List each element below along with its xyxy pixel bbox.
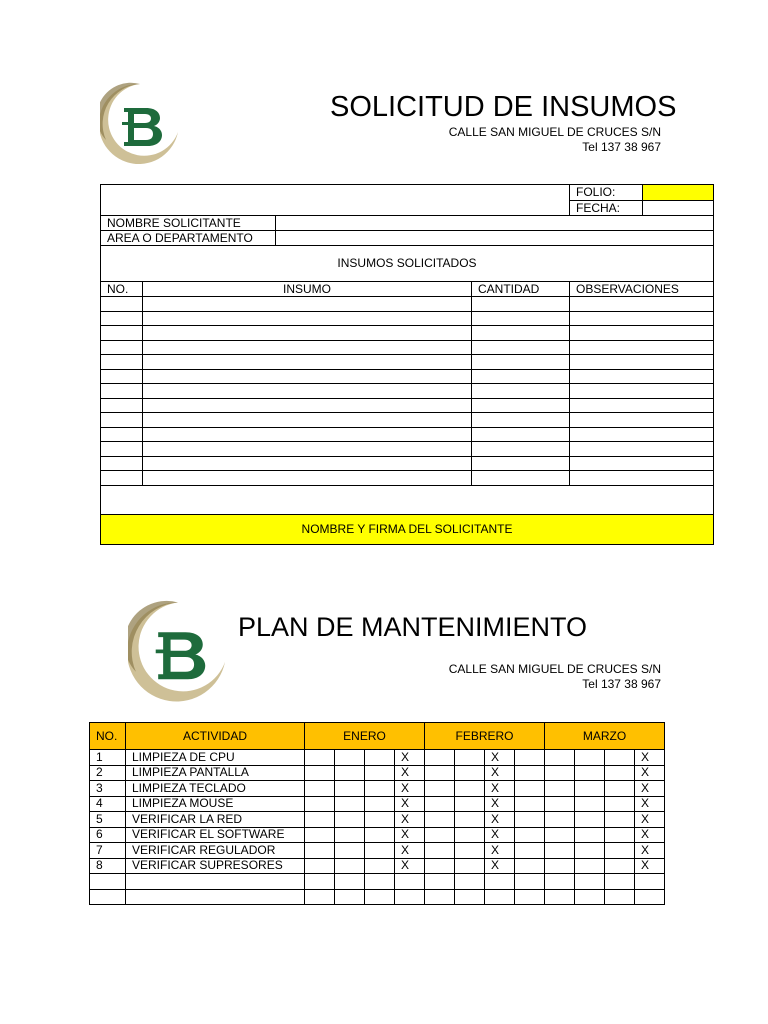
schedule-mark-cell[interactable] [335, 858, 365, 874]
schedule-mark-cell[interactable] [545, 812, 575, 828]
folio-label: FOLIO: [570, 185, 643, 201]
table-row [90, 858, 665, 874]
supply-request-form [100, 184, 714, 545]
activity-cell [126, 874, 305, 890]
schedule-mark-cell[interactable] [605, 796, 635, 812]
table-row [101, 369, 714, 384]
schedule-mark-cell[interactable] [515, 796, 545, 812]
schedule-mark-cell[interactable]: X [395, 781, 425, 797]
address-block [449, 662, 661, 692]
schedule-mark-cell[interactable] [305, 858, 335, 874]
schedule-mark-cell[interactable] [305, 750, 335, 766]
schedule-mark-cell[interactable]: X [485, 858, 515, 874]
schedule-mark-cell[interactable] [575, 889, 605, 905]
schedule-mark-cell[interactable] [335, 765, 365, 781]
column-header-no: NO. [90, 723, 126, 750]
fecha-field[interactable] [643, 201, 714, 216]
schedule-mark-cell[interactable] [455, 812, 485, 828]
schedule-mark-cell[interactable] [425, 781, 455, 797]
phone-line: Tel 137 38 967 [582, 140, 661, 154]
table-row [101, 413, 714, 428]
schedule-mark-cell[interactable] [545, 781, 575, 797]
schedule-mark-cell[interactable] [425, 858, 455, 874]
schedule-mark-cell[interactable] [605, 858, 635, 874]
schedule-mark-cell[interactable] [455, 874, 485, 890]
schedule-mark-cell[interactable]: X [395, 812, 425, 828]
activity-cell: VERIFICAR REGULADOR [126, 843, 305, 859]
schedule-mark-cell[interactable]: X [395, 765, 425, 781]
table-row [90, 874, 665, 890]
schedule-mark-cell[interactable] [575, 765, 605, 781]
table-cell[interactable] [570, 456, 714, 471]
page-title: PLAN DE MANTENIMIENTO [238, 612, 588, 642]
column-header: NO. [101, 282, 143, 297]
row-number: 2 [90, 765, 126, 781]
table-cell[interactable] [472, 471, 570, 486]
row-number: 8 [90, 858, 126, 874]
row-number: 4 [90, 796, 126, 812]
schedule-mark-cell[interactable] [305, 812, 335, 828]
table-row [101, 340, 714, 355]
schedule-mark-cell[interactable] [365, 827, 395, 843]
schedule-mark-cell[interactable]: X [485, 843, 515, 859]
schedule-mark-cell[interactable] [455, 858, 485, 874]
table-row [101, 326, 714, 341]
schedule-mark-cell[interactable] [455, 843, 485, 859]
table-row [90, 812, 665, 828]
activity-cell: VERIFICAR SUPRESORES [126, 858, 305, 874]
schedule-mark-cell[interactable] [455, 827, 485, 843]
schedule-mark-cell[interactable] [485, 874, 515, 890]
activity-cell: VERIFICAR LA RED [126, 812, 305, 828]
schedule-mark-cell[interactable] [515, 889, 545, 905]
schedule-mark-cell[interactable] [365, 812, 395, 828]
schedule-mark-cell[interactable]: X [395, 750, 425, 766]
table-cell[interactable] [101, 456, 143, 471]
schedule-mark-cell[interactable] [605, 750, 635, 766]
schedule-mark-cell[interactable]: X [635, 843, 665, 859]
schedule-mark-cell[interactable] [545, 750, 575, 766]
page-title: SOLICITUD DE INSUMOS [330, 91, 677, 123]
schedule-mark-cell[interactable] [485, 889, 515, 905]
table-cell[interactable] [472, 297, 570, 312]
table-cell[interactable] [143, 442, 472, 457]
table-cell[interactable] [101, 413, 143, 428]
schedule-mark-cell[interactable] [605, 843, 635, 859]
phone-line: Tel 137 38 967 [582, 677, 661, 691]
schedule-mark-cell[interactable] [425, 796, 455, 812]
logo-b-icon [128, 600, 228, 704]
schedule-mark-cell[interactable] [575, 796, 605, 812]
schedule-mark-cell[interactable] [425, 812, 455, 828]
row-number: 3 [90, 781, 126, 797]
row-number: 1 [90, 750, 126, 766]
schedule-mark-cell[interactable] [515, 750, 545, 766]
schedule-mark-cell[interactable] [305, 889, 335, 905]
schedule-mark-cell[interactable]: X [635, 796, 665, 812]
month-header: FEBRERO [425, 723, 545, 750]
schedule-mark-cell[interactable] [365, 874, 395, 890]
schedule-mark-cell[interactable] [455, 765, 485, 781]
schedule-mark-cell[interactable] [455, 889, 485, 905]
schedule-mark-cell[interactable] [455, 750, 485, 766]
fecha-label: FECHA: [570, 201, 643, 216]
blank-area [101, 485, 714, 514]
table-row [101, 442, 714, 457]
schedule-mark-cell[interactable] [515, 827, 545, 843]
table-cell[interactable] [143, 384, 472, 399]
schedule-mark-cell[interactable] [515, 843, 545, 859]
folio-field[interactable] [643, 185, 714, 201]
table-row [101, 384, 714, 399]
table-cell[interactable] [472, 398, 570, 413]
schedule-mark-cell[interactable] [305, 843, 335, 859]
table-cell[interactable] [472, 326, 570, 341]
table-row [90, 889, 665, 905]
row-number: 6 [90, 827, 126, 843]
table-cell[interactable] [101, 340, 143, 355]
schedule-mark-cell[interactable] [545, 858, 575, 874]
table-row [101, 355, 714, 370]
table-cell[interactable] [570, 340, 714, 355]
row-number [90, 889, 126, 905]
schedule-mark-cell[interactable] [545, 765, 575, 781]
schedule-mark-cell[interactable] [425, 874, 455, 890]
table-cell[interactable] [570, 398, 714, 413]
schedule-mark-cell[interactable] [575, 781, 605, 797]
table-cell[interactable] [570, 413, 714, 428]
area-field[interactable] [276, 231, 714, 246]
table-cell[interactable] [101, 369, 143, 384]
table-cell[interactable] [472, 355, 570, 370]
schedule-mark-cell[interactable] [305, 781, 335, 797]
table-cell[interactable] [570, 427, 714, 442]
table-row [101, 297, 714, 312]
table-row [101, 456, 714, 471]
schedule-mark-cell[interactable] [605, 781, 635, 797]
row-number [90, 874, 126, 890]
schedule-mark-cell[interactable] [365, 750, 395, 766]
table-cell[interactable] [143, 456, 472, 471]
table-cell[interactable] [472, 340, 570, 355]
schedule-mark-cell[interactable] [305, 765, 335, 781]
table-cell[interactable] [143, 413, 472, 428]
activity-cell: LIMPIEZA TECLADO [126, 781, 305, 797]
table-cell[interactable] [143, 369, 472, 384]
table-cell[interactable] [570, 384, 714, 399]
table-cell[interactable] [472, 369, 570, 384]
column-header: CANTIDAD [472, 282, 570, 297]
schedule-mark-cell[interactable]: X [635, 750, 665, 766]
schedule-mark-cell[interactable] [605, 874, 635, 890]
table-cell[interactable] [143, 427, 472, 442]
table-cell[interactable] [101, 384, 143, 399]
table-cell[interactable] [101, 355, 143, 370]
month-header: MARZO [545, 723, 665, 750]
table-cell[interactable] [570, 355, 714, 370]
schedule-mark-cell[interactable] [335, 827, 365, 843]
table-row [90, 796, 665, 812]
schedule-mark-cell[interactable] [335, 874, 365, 890]
nombre-field[interactable] [276, 216, 714, 231]
table-cell[interactable] [472, 427, 570, 442]
schedule-mark-cell[interactable] [365, 796, 395, 812]
schedule-mark-cell[interactable] [425, 765, 455, 781]
schedule-mark-cell[interactable] [605, 765, 635, 781]
schedule-mark-cell[interactable] [305, 827, 335, 843]
schedule-mark-cell[interactable] [545, 889, 575, 905]
schedule-mark-cell[interactable] [635, 874, 665, 890]
schedule-mark-cell[interactable] [305, 874, 335, 890]
activity-cell: VERIFICAR EL SOFTWARE [126, 827, 305, 843]
schedule-mark-cell[interactable] [545, 796, 575, 812]
schedule-mark-cell[interactable] [395, 889, 425, 905]
schedule-mark-cell[interactable]: X [485, 750, 515, 766]
schedule-mark-cell[interactable] [545, 827, 575, 843]
table-cell[interactable] [143, 340, 472, 355]
schedule-mark-cell[interactable] [335, 781, 365, 797]
table-cell[interactable] [143, 311, 472, 326]
table-row [90, 843, 665, 859]
table-row [90, 827, 665, 843]
table-cell[interactable] [570, 326, 714, 341]
activity-cell: LIMPIEZA PANTALLA [126, 765, 305, 781]
table-cell[interactable] [101, 311, 143, 326]
schedule-mark-cell[interactable] [335, 843, 365, 859]
schedule-mark-cell[interactable] [425, 843, 455, 859]
table-cell[interactable] [570, 369, 714, 384]
table-cell[interactable] [101, 398, 143, 413]
table-cell[interactable] [101, 326, 143, 341]
schedule-mark-cell[interactable] [605, 827, 635, 843]
schedule-mark-cell[interactable]: X [635, 781, 665, 797]
schedule-mark-cell[interactable] [575, 827, 605, 843]
schedule-mark-cell[interactable]: X [635, 812, 665, 828]
schedule-mark-cell[interactable] [305, 796, 335, 812]
schedule-mark-cell[interactable] [575, 812, 605, 828]
table-row [101, 311, 714, 326]
schedule-mark-cell[interactable]: X [485, 781, 515, 797]
schedule-mark-cell[interactable]: X [485, 765, 515, 781]
schedule-mark-cell[interactable]: X [395, 843, 425, 859]
table-cell[interactable] [143, 297, 472, 312]
schedule-mark-cell[interactable] [365, 858, 395, 874]
activity-cell [126, 889, 305, 905]
schedule-mark-cell[interactable] [545, 874, 575, 890]
schedule-mark-cell[interactable] [575, 874, 605, 890]
schedule-mark-cell[interactable] [335, 812, 365, 828]
schedule-mark-cell[interactable]: X [485, 827, 515, 843]
table-cell[interactable] [101, 427, 143, 442]
table-cell[interactable] [143, 326, 472, 341]
schedule-mark-cell[interactable] [545, 843, 575, 859]
table-cell[interactable] [143, 355, 472, 370]
schedule-mark-cell[interactable] [635, 889, 665, 905]
schedule-mark-cell[interactable] [365, 765, 395, 781]
schedule-mark-cell[interactable] [575, 858, 605, 874]
column-header: INSUMO [143, 282, 472, 297]
schedule-mark-cell[interactable]: X [635, 827, 665, 843]
table-cell[interactable] [101, 442, 143, 457]
row-number: 7 [90, 843, 126, 859]
activity-cell: LIMPIEZA MOUSE [126, 796, 305, 812]
table-cell[interactable] [472, 311, 570, 326]
schedule-mark-cell[interactable] [455, 796, 485, 812]
schedule-mark-cell[interactable] [515, 812, 545, 828]
month-header: ENERO [305, 723, 425, 750]
column-header-actividad: ACTIVIDAD [126, 723, 305, 750]
table-cell[interactable] [472, 442, 570, 457]
table-cell[interactable] [101, 297, 143, 312]
area-label: AREA O DEPARTAMENTO [101, 231, 276, 246]
table-cell[interactable] [101, 471, 143, 486]
schedule-mark-cell[interactable] [365, 843, 395, 859]
schedule-mark-cell[interactable]: X [635, 765, 665, 781]
nombre-label: NOMBRE SOLICITANTE [101, 216, 276, 231]
schedule-mark-cell[interactable] [515, 874, 545, 890]
address-block [449, 125, 661, 155]
schedule-mark-cell[interactable] [605, 889, 635, 905]
schedule-mark-cell[interactable] [365, 781, 395, 797]
column-header: OBSERVACIONES [570, 282, 714, 297]
schedule-mark-cell[interactable] [335, 796, 365, 812]
table-row [101, 398, 714, 413]
signature-field[interactable]: NOMBRE Y FIRMA DEL SOLICITANTE [101, 514, 714, 544]
table-cell[interactable] [472, 456, 570, 471]
table-cell[interactable] [472, 413, 570, 428]
schedule-mark-cell[interactable] [515, 781, 545, 797]
row-number: 5 [90, 812, 126, 828]
schedule-mark-cell[interactable]: X [485, 812, 515, 828]
schedule-mark-cell[interactable] [515, 765, 545, 781]
schedule-mark-cell[interactable] [515, 858, 545, 874]
schedule-mark-cell[interactable] [605, 812, 635, 828]
table-row [101, 427, 714, 442]
schedule-mark-cell[interactable] [575, 750, 605, 766]
table-row [90, 765, 665, 781]
table-cell[interactable] [472, 384, 570, 399]
schedule-mark-cell[interactable] [425, 750, 455, 766]
schedule-mark-cell[interactable] [455, 781, 485, 797]
table-row [101, 471, 714, 486]
schedule-mark-cell[interactable] [425, 889, 455, 905]
table-cell[interactable] [570, 297, 714, 312]
address-line: CALLE SAN MIGUEL DE CRUCES S/N [448, 125, 661, 139]
activity-cell: LIMPIEZA DE CPU [126, 750, 305, 766]
schedule-mark-cell[interactable] [425, 827, 455, 843]
schedule-mark-cell[interactable] [395, 874, 425, 890]
table-row [90, 750, 665, 766]
schedule-mark-cell[interactable]: X [395, 796, 425, 812]
schedule-mark-cell[interactable]: X [485, 796, 515, 812]
section-title: INSUMOS SOLICITADOS [101, 246, 714, 282]
schedule-mark-cell[interactable]: X [395, 858, 425, 874]
schedule-mark-cell[interactable] [335, 889, 365, 905]
schedule-mark-cell[interactable] [365, 889, 395, 905]
table-row [90, 781, 665, 797]
address-line: CALLE SAN MIGUEL DE CRUCES S/N [448, 662, 661, 676]
schedule-mark-cell[interactable] [335, 750, 365, 766]
table-cell[interactable] [570, 442, 714, 457]
table-cell[interactable] [570, 471, 714, 486]
table-cell[interactable] [143, 471, 472, 486]
table-cell[interactable] [143, 398, 472, 413]
table-cell[interactable] [570, 311, 714, 326]
schedule-mark-cell[interactable]: X [395, 827, 425, 843]
schedule-mark-cell[interactable]: X [635, 858, 665, 874]
logo-b-icon [100, 82, 180, 166]
schedule-mark-cell[interactable] [575, 843, 605, 859]
maintenance-plan-table [89, 722, 665, 905]
